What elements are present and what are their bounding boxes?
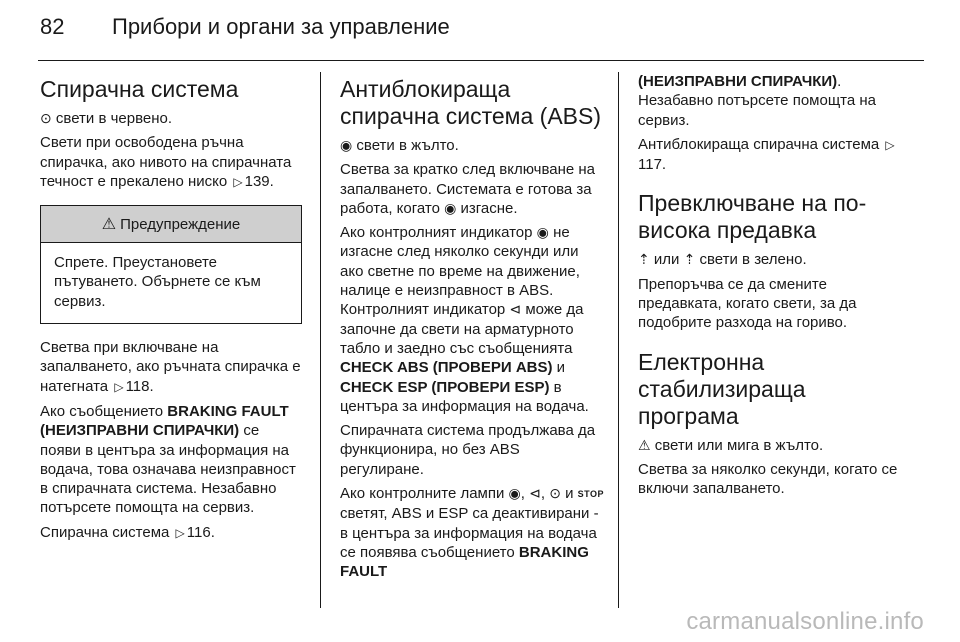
abs-paragraph-1b: изгасне. bbox=[460, 199, 518, 217]
brake-warning-icon: ⊙ bbox=[549, 485, 561, 502]
abs-paragraph-2a: Ако контролният индикатор bbox=[340, 224, 533, 242]
column-abs: Антиблокираща спирачна система (ABS) ◉ свети в жълто. Светва за кратко след включване на запалването. Системата е готова за работа, когато ◉ изгасне. Ако контролният индикатор ◉ не изгасне след няколко секунди или ако светне по време на движение, налице е неизправност в ABS. Контролният индикатор ⊲ може да започне да свети на арматурното табло и заедно със съобщенията CHECK ABS (ПРОВЕРИ ABS) и CHECK ESP (ПРОВЕРИ ESP) в центъра за информация на водача. Спирачната система продължава да функционира, но без ABS регулиране. Ако контролните лампи ◉, ⊲, ⊙ и STOP светят, ABS и ESP са деактивирани - в центъра за информация на водача се появява съобщението BRAKING FAULT bbox=[340, 76, 604, 581]
abs-paragraph-1a: Светва за кратко след включване на запалването. Системата е готова за работа, когато bbox=[340, 161, 596, 217]
abs-paragraph-2c: може да започне да свети на арматурното табло и заедно със съобщенията bbox=[340, 301, 584, 357]
shift-paragraph-1: Препоръчва се да смените предавката, когато свети, за да подобрите разхода на гориво. bbox=[638, 275, 857, 332]
abs-paragraph-3: Спирачната система продължава да функционира, но без ABS регулиране. bbox=[340, 422, 596, 478]
abs-paragraph-4a: Ако контролните лампи bbox=[340, 485, 505, 503]
abs-paragraph-2d: в центъра за информация на водача. bbox=[340, 378, 589, 415]
brake-paragraph-1: Свети при освободена ръчна спирачка, ако нивото на спирачната течност е прекалено ниско bbox=[40, 134, 292, 190]
page-reference: 117. bbox=[638, 156, 667, 174]
brake-icon-text: свети в червено. bbox=[55, 110, 173, 127]
shift-icon-text: свети в зелено. bbox=[699, 251, 807, 269]
esc-icon-text: свети или мига в жълто. bbox=[654, 436, 824, 454]
column-divider bbox=[320, 72, 321, 608]
abs-icon: ◉ bbox=[508, 485, 521, 502]
section-heading-brake: Спирачна система bbox=[40, 76, 239, 102]
column-right: (НЕИЗПРАВНИ СПИРАЧКИ). Незабавно потърсете помощта на сервиз. Антиблокираща спирачна система ▷117. Превключване на по-високa предавка ⇡ или ⇡ свети в зелено. Препоръчва се да смените предавката, когато свети, за да подобрите разхода на гориво. Електронна стабилизираща програма ⚠ свети или мига в жълто. Светва за няколко секунди, когато се включи запалването. bbox=[638, 70, 903, 504]
abs-icon: ◉ bbox=[444, 199, 457, 216]
warning-title: Предупреждение bbox=[120, 215, 241, 233]
stop-icon: STOP bbox=[577, 489, 604, 500]
page-number: 82 bbox=[40, 14, 65, 39]
abs-paragraph-4b: светят, ABS и ESP са деактивирани - в центъра за информация на водача се появява съобщението bbox=[340, 505, 599, 561]
abs-and: и bbox=[565, 485, 574, 503]
page-title: Прибори и органи за управление bbox=[112, 14, 450, 39]
esc-paragraph-1: Светва за няколко секунди, когато се включи запалването. bbox=[638, 460, 898, 498]
column-brake bbox=[40, 70, 302, 548]
esp-icon: ⊲ bbox=[509, 301, 522, 318]
shift-or: или bbox=[653, 251, 680, 269]
header-divider bbox=[38, 60, 924, 61]
page-reference-arrow-icon: ▷ bbox=[175, 525, 185, 540]
shift-up-icon: ⇡ bbox=[683, 251, 696, 268]
braking-fault-message: BRAKING FAULT bbox=[340, 543, 589, 581]
warning-triangle-icon: ⚠ bbox=[101, 215, 117, 233]
esp-icon: ⊲ bbox=[529, 485, 541, 502]
column-divider bbox=[618, 72, 619, 608]
check-esp-message: CHECK ESP (ПРОВЕРИ ESP) bbox=[340, 378, 550, 396]
shift-up-icon: ⇡ bbox=[638, 251, 650, 268]
brake-fault-message: BRAKING FAULT (НЕИЗПРАВНИ СПИРАЧКИ) bbox=[40, 402, 289, 440]
abs-paragraph-5: Антиблокираща спирачна система bbox=[638, 135, 880, 153]
page-reference-arrow-icon: ▷ bbox=[885, 137, 895, 152]
page-reference: 118. bbox=[125, 377, 154, 395]
page-reference-arrow-icon: ▷ bbox=[233, 174, 243, 189]
page-reference-arrow-icon: ▷ bbox=[114, 379, 124, 394]
page-reference: 116. bbox=[186, 523, 215, 541]
page-header bbox=[40, 14, 450, 50]
brake-paragraph-4: Спирачна система bbox=[40, 523, 170, 541]
section-heading-esc: Електронна стабилизираща програма bbox=[638, 348, 806, 429]
warning-body: Спрете. Преустановете пътуването. Обърнете се към сервиз. bbox=[54, 254, 261, 310]
page-reference: 139. bbox=[244, 172, 274, 190]
check-abs-message: CHECK ABS (ПРОВЕРИ ABS) bbox=[340, 359, 553, 377]
braking-fault-continued: (НЕИЗПРАВНИ СПИРАЧКИ) bbox=[638, 73, 838, 90]
abs-icon-text: свети в жълто. bbox=[356, 137, 459, 154]
brake-paragraph-2: Светва при включване на запалването, ако ръчната спирачка е натегната bbox=[40, 339, 301, 395]
abs-and: и bbox=[556, 359, 566, 377]
brake-paragraph-3c: се появи в центъра за информация на водача, това означава неизправност в спирачната система. Незабавно потърсете помощта на сервиз. bbox=[40, 422, 296, 517]
warning-header bbox=[41, 206, 301, 243]
abs-icon: ◉ bbox=[340, 137, 353, 153]
abs-icon: ◉ bbox=[536, 224, 549, 241]
brake-warning-icon: ⊙ bbox=[40, 110, 52, 126]
watermark: carmanualsonline.info bbox=[686, 608, 924, 635]
warning-box bbox=[40, 205, 302, 324]
abs-paragraph-2b: не изгасне след няколко секунди или ако светне по време на движение, налице е неизправност в ABS. Контролният индикатор bbox=[340, 224, 580, 319]
section-heading-abs: Антиблокираща спирачна система (ABS) bbox=[340, 76, 601, 129]
section-heading-shift: Превключване на по-високa предавка bbox=[638, 190, 867, 244]
abs-continued-text: Незабавно потърсете помощта на сервиз. bbox=[638, 92, 876, 129]
brake-paragraph-3a: Ако съобщението bbox=[40, 402, 164, 420]
esp-icon: ⚠ bbox=[638, 436, 651, 453]
